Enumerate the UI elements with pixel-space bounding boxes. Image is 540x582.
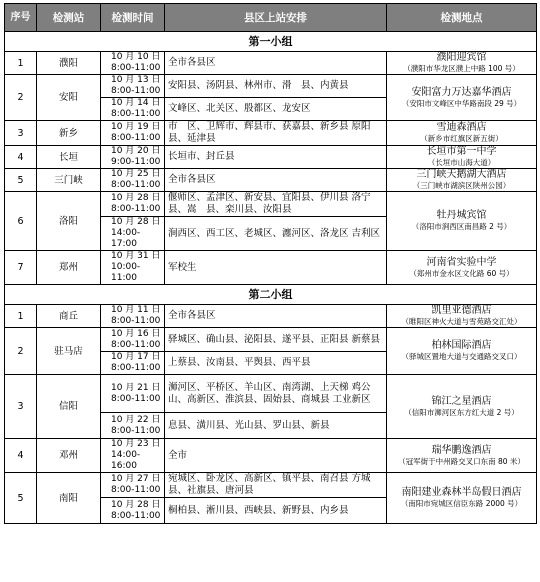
time-cell	[101, 413, 165, 439]
area-cell: 偃师区、孟津区、新安县、宜阳县、伊川县 洛宁县、嵩 县、栾川县、汝阳县	[165, 192, 387, 217]
time-cell	[101, 121, 165, 146]
slot-time: 10:00-11:00	[111, 262, 141, 283]
time-cell	[101, 52, 165, 75]
row-number: 5	[5, 169, 37, 192]
table-row	[5, 192, 537, 217]
slot-time: 8:00-11:00	[111, 485, 161, 495]
table-row	[5, 52, 537, 75]
venue-name: 安阳富力万达嘉华酒店	[411, 86, 512, 98]
venue-name: 长垣市第一中学	[426, 146, 497, 157]
venue-address: （冠军街于中州路交叉口东南 80 米）	[398, 456, 525, 466]
slot-time: 8:00-11:00	[111, 316, 161, 326]
station-name: 长垣	[37, 146, 101, 169]
area-cell: 涧西区、西工区、老城区、瀍河区、洛龙区 吉利区	[165, 217, 387, 251]
location-cell	[387, 52, 537, 75]
table-row	[5, 75, 537, 98]
slot-time: 8:00-11:00	[111, 180, 161, 190]
slot-time: 8:00-11:00	[111, 339, 161, 350]
slot-date: 10 月 22 日	[111, 414, 161, 425]
table-row	[5, 439, 537, 473]
station-name: 新乡	[37, 121, 101, 146]
station-name: 信阳	[37, 375, 101, 439]
area-cell: 全市各县区	[165, 169, 387, 192]
station-name: 三门峡	[37, 169, 101, 192]
station-name: 洛阳	[37, 192, 101, 251]
slot-time: 8:00-11:00	[111, 133, 161, 143]
time-cell	[101, 375, 165, 413]
area-cell: 息县、潢川县、光山县、罗山县、新县	[165, 413, 387, 439]
location-cell	[387, 146, 537, 169]
time-cell	[101, 352, 165, 375]
header-row	[5, 4, 537, 32]
slot-date: 10 月 31 日	[111, 251, 161, 261]
location-cell	[387, 251, 537, 285]
table-row	[5, 375, 537, 413]
row-number: 1	[5, 52, 37, 75]
time-cell	[101, 146, 165, 169]
header-time: 检测时间	[101, 4, 165, 32]
time-cell	[101, 251, 165, 285]
venue-name: 凯里亚德酒店	[431, 305, 492, 316]
venue-address: （驿城区置地大道与交通路交叉口）	[401, 352, 522, 361]
slot-time: 8:00-11:00	[111, 425, 161, 436]
venue-address: （郑州市金水区文化路 60 号）	[409, 268, 514, 278]
venue-address: （安阳市文峰区中华路南段 29 号）	[401, 98, 522, 108]
table-row	[5, 121, 537, 146]
slot-time: 8:00-11:00	[111, 393, 161, 404]
slot-date: 10 月 10 日	[111, 52, 161, 62]
row-number: 4	[5, 439, 37, 473]
row-number: 7	[5, 251, 37, 285]
time-cell	[101, 98, 165, 121]
table-row	[5, 305, 537, 328]
slot-date: 10 月 20 日	[111, 146, 161, 156]
area-cell: 军校生	[165, 251, 387, 285]
time-cell	[101, 75, 165, 98]
group-title: 第二小组	[5, 285, 537, 305]
time-cell	[101, 439, 165, 473]
table-row	[5, 251, 537, 285]
venue-address: （三门峡市湖滨区陕州公园）	[412, 181, 511, 190]
group-title-row	[5, 32, 537, 52]
schedule-document	[4, 3, 536, 524]
slot-date: 10 月 17 日	[111, 352, 161, 362]
time-cell	[101, 473, 165, 498]
slot-time: 14:00-17:00	[111, 228, 141, 249]
station-name: 驻马店	[37, 328, 101, 375]
slot-date: 10 月 16 日	[111, 328, 161, 339]
area-cell: 全市各县区	[165, 52, 387, 75]
slot-date: 10 月 28 日	[111, 193, 161, 203]
table-row	[5, 473, 537, 498]
slot-date: 10 月 14 日	[111, 98, 161, 108]
time-cell	[101, 498, 165, 524]
header-area: 县区上站安排	[165, 4, 387, 32]
time-cell	[101, 305, 165, 328]
area-cell: 宛城区、卧龙区、高新区、镇平县、南召县 方城县、社旗县、唐河县	[165, 473, 387, 498]
area-cell: 安阳县、汤阴县、林州市、滑 县、内黄县	[165, 75, 387, 98]
slot-time: 8:00-11:00	[111, 204, 161, 214]
table-row	[5, 169, 537, 192]
slot-date: 10 月 28 日	[111, 499, 161, 510]
slot-time: 8:00-11:00	[111, 510, 161, 521]
row-number: 5	[5, 473, 37, 524]
venue-name: 濮阳迎宾馆	[436, 52, 487, 63]
header-station: 检测站	[37, 4, 101, 32]
row-number: 1	[5, 305, 37, 328]
location-cell	[387, 75, 537, 121]
area-cell: 上蔡县、汝南县、平舆县、西平县	[165, 352, 387, 375]
slot-time: 14:00-16:00	[111, 450, 141, 471]
location-cell	[387, 473, 537, 524]
slot-date: 10 月 19 日	[111, 122, 161, 132]
slot-date: 10 月 28 日	[111, 217, 161, 227]
location-cell	[387, 328, 537, 375]
venue-name: 锦江之星酒店	[431, 395, 492, 407]
location-cell	[387, 169, 537, 192]
venue-name: 柏林国际酒店	[431, 340, 492, 351]
venue-address: （洛阳市涧西区南昌路 2 号）	[411, 222, 512, 231]
slot-time: 8:00-11:00	[111, 109, 161, 119]
venue-name: 三门峡天鹅湖大酒店	[416, 169, 507, 180]
group-title-row	[5, 285, 537, 305]
venue-name: 南阳建业森林半岛假日酒店	[401, 487, 522, 498]
area-cell: 桐柏县、淅川县、西峡县、新野县、内乡县	[165, 498, 387, 524]
venue-address: （濮阳市华龙区濮上中路 100 号）	[403, 64, 520, 73]
venue-address: （新乡市红旗区新五街）	[420, 134, 503, 143]
time-cell	[101, 328, 165, 352]
slot-time: 8:00-11:00	[111, 363, 161, 373]
slot-time: 9:00-11:00	[111, 157, 161, 167]
venue-name: 雪迪森酒店	[436, 122, 487, 133]
venue-address: （睢阳区神火大道与雪苑路交汇处）	[401, 317, 522, 326]
venue-name: 瑞华鹏逸酒店	[431, 444, 492, 456]
slot-date: 10 月 23 日	[111, 439, 161, 449]
venue-name: 牡丹城宾馆	[436, 210, 487, 221]
venue-address: （南阳市宛城区信臣东路 2000 号）	[400, 499, 523, 508]
slot-date: 10 月 13 日	[111, 75, 161, 85]
station-name: 濮阳	[37, 52, 101, 75]
table-row	[5, 328, 537, 352]
location-cell	[387, 121, 537, 146]
slot-date: 10 月 21 日	[111, 382, 161, 393]
time-cell	[101, 192, 165, 217]
row-number: 6	[5, 192, 37, 251]
header-no: 序号	[5, 4, 37, 32]
slot-date: 10 月 25 日	[111, 169, 161, 179]
row-number: 2	[5, 75, 37, 121]
table-row	[5, 146, 537, 169]
area-cell: 浉河区、平桥区、羊山区、南湾湖、上天梯 鸡公山、高新区、淮滨县、固始县、商城县 工业新区	[165, 375, 387, 413]
row-number: 3	[5, 375, 37, 439]
row-number: 4	[5, 146, 37, 169]
area-cell: 长垣市、封丘县	[165, 146, 387, 169]
row-number: 3	[5, 121, 37, 146]
venue-address: （长垣市山海大道）	[427, 158, 496, 167]
venue-name: 河南省实验中学	[426, 256, 497, 268]
row-number: 2	[5, 328, 37, 375]
slot-time: 8:00-11:00	[111, 86, 161, 96]
location-cell	[387, 439, 537, 473]
location-cell	[387, 192, 537, 251]
slot-time: 8:00-11:00	[111, 63, 161, 73]
time-cell	[101, 169, 165, 192]
location-cell	[387, 305, 537, 328]
location-cell	[387, 375, 537, 439]
station-name: 邓州	[37, 439, 101, 473]
area-cell: 全市各县区	[165, 305, 387, 328]
venue-address: （信阳市浉河区东方红大道 2 号）	[404, 407, 519, 417]
station-name: 南阳	[37, 473, 101, 524]
area-cell: 驿城区、确山县、泌阳县、遂平县、正阳县 新蔡县	[165, 328, 387, 352]
schedule-table	[4, 3, 537, 524]
group-title: 第一小组	[5, 32, 537, 52]
station-name: 商丘	[37, 305, 101, 328]
area-cell: 市 区、卫辉市、辉县市、获嘉县、新乡县 原阳县、延津县	[165, 121, 387, 146]
station-name: 郑州	[37, 251, 101, 285]
station-name: 安阳	[37, 75, 101, 121]
time-cell	[101, 217, 165, 251]
area-cell: 文峰区、北关区、殷都区、龙安区	[165, 98, 387, 121]
area-cell: 全市	[165, 439, 387, 473]
header-location: 检测地点	[387, 4, 537, 32]
slot-date: 10 月 27 日	[111, 474, 161, 484]
slot-date: 10 月 11 日	[111, 305, 161, 315]
